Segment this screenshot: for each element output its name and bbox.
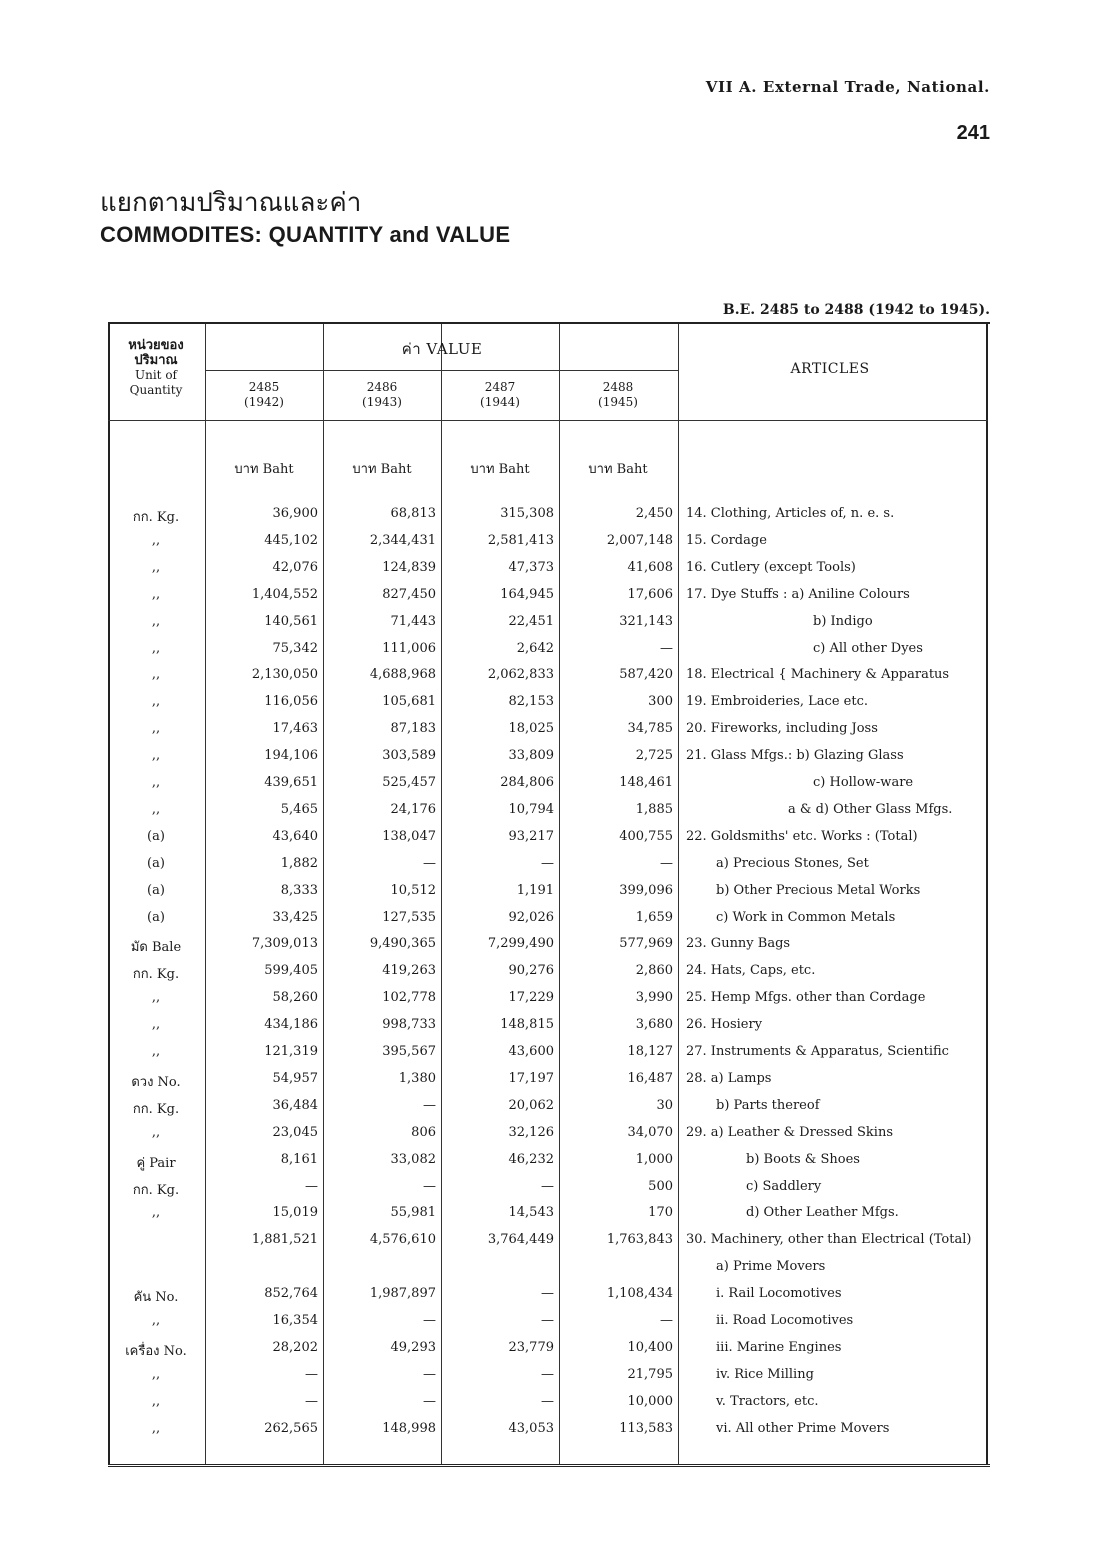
- value-cell: 24,176: [390, 801, 436, 817]
- value-cell: 284,806: [500, 775, 554, 790]
- article-cell: 28. a) Lamps: [686, 1070, 772, 1086]
- value-cell: 21,795: [627, 1366, 673, 1382]
- year-be: 2486: [366, 380, 398, 394]
- unit-cell: (a): [147, 828, 165, 844]
- value-cell: 10,000: [627, 1393, 673, 1409]
- value-cell: 599,405: [264, 963, 318, 979]
- value-cell: —: [305, 1178, 318, 1194]
- table-row: [108, 556, 990, 582]
- value-cell: 170: [648, 1205, 673, 1221]
- table-row: [108, 529, 990, 555]
- value-cell: —: [305, 1366, 318, 1382]
- value-cell: 2,007,148: [606, 532, 673, 548]
- table-row: [108, 583, 990, 609]
- article-cell: c) Work in Common Metals: [716, 909, 896, 925]
- value-cell: 1,000: [635, 1151, 673, 1167]
- value-cell: 105,681: [382, 694, 436, 710]
- value-cell: —: [541, 1366, 554, 1382]
- value-cell: 116,056: [264, 694, 318, 710]
- year-be: 2485: [248, 380, 280, 394]
- article-cell: c) Saddlery: [746, 1178, 822, 1194]
- value-cell: 102,778: [382, 990, 436, 1006]
- year-be: 2488: [602, 380, 634, 394]
- value-cell: 7,299,490: [487, 936, 554, 952]
- value-cell: —: [541, 1393, 554, 1409]
- value-cell: 10,512: [390, 882, 436, 898]
- table-row: [108, 1013, 990, 1039]
- value-cell: 71,443: [390, 613, 436, 629]
- year-header: [324, 380, 440, 410]
- table-row: [108, 1148, 990, 1174]
- value-cell: 22,451: [508, 613, 554, 629]
- value-cell: 7,309,013: [251, 936, 318, 952]
- value-cell: 113,583: [619, 1420, 673, 1436]
- table-row: [108, 879, 990, 905]
- value-cell: 87,183: [390, 721, 436, 737]
- article-cell: iii. Marine Engines: [716, 1339, 842, 1355]
- value-cell: 30: [656, 1097, 673, 1113]
- page-title-thai: แยกตามปริมาณและค่า: [100, 188, 362, 218]
- year-ce: (1945): [598, 395, 638, 409]
- currency-label: บาท Baht: [588, 462, 648, 477]
- article-cell: 30. Machinery, other than Electrical (Total): [686, 1232, 972, 1248]
- running-head: VII A. External Trade, National.: [705, 78, 990, 96]
- value-cell: 32,126: [508, 1124, 554, 1140]
- unit-cell: เครื่อง No.: [125, 1343, 187, 1359]
- table-row: [108, 1336, 990, 1362]
- table-row: [108, 690, 990, 716]
- value-cell: 1,885: [635, 801, 673, 817]
- value-cell: —: [660, 1313, 673, 1328]
- value-cell: 17,606: [627, 586, 673, 602]
- article-cell: a) Prime Movers: [716, 1259, 826, 1275]
- value-cell: 4,576,610: [369, 1232, 436, 1248]
- value-cell: 42,076: [272, 559, 318, 575]
- value-cell: 3,680: [635, 1017, 673, 1033]
- article-cell: c) All other Dyes: [813, 640, 923, 656]
- table-row: [108, 1363, 990, 1389]
- value-cell: 2,130,050: [251, 667, 318, 683]
- article-cell: i. Rail Locomotives: [716, 1286, 842, 1302]
- value-cell: 2,581,413: [487, 532, 554, 548]
- value-cell: 4,688,968: [369, 667, 436, 683]
- article-cell: d) Other Leather Mfgs.: [746, 1205, 899, 1221]
- article-cell: ii. Road Locomotives: [716, 1313, 854, 1328]
- unit-cell: ,,: [151, 559, 161, 575]
- value-cell: 75,342: [272, 640, 318, 656]
- article-cell: 20. Fireworks, including Joss: [686, 721, 878, 737]
- year-header: [442, 380, 558, 410]
- value-cell: 9,490,365: [369, 936, 436, 952]
- value-cell: 577,969: [619, 936, 673, 952]
- unit-cell: ,,: [151, 694, 161, 710]
- value-cell: 1,659: [635, 909, 673, 925]
- article-cell: 24. Hats, Caps, etc.: [686, 963, 816, 979]
- value-cell: 434,186: [264, 1017, 318, 1033]
- value-cell: 23,779: [508, 1339, 554, 1355]
- unit-cell: ,,: [151, 667, 161, 683]
- unit-cell: ,,: [151, 613, 161, 629]
- table-row: [108, 986, 990, 1012]
- value-cell: 111,006: [382, 640, 436, 656]
- unit-cell: ,,: [151, 532, 161, 548]
- unit-cell: ,,: [151, 1124, 161, 1140]
- table-row: [108, 1390, 990, 1416]
- value-cell: 1,882: [280, 855, 318, 871]
- value-cell: 194,106: [264, 748, 318, 764]
- table-row: [108, 1175, 990, 1201]
- year-be: 2487: [484, 380, 516, 394]
- value-cell: 3,990: [635, 990, 673, 1006]
- value-cell: 28,202: [272, 1339, 318, 1355]
- article-cell: v. Tractors, etc.: [716, 1393, 819, 1409]
- value-cell: 827,450: [382, 586, 436, 602]
- unit-cell: มัด Bale: [130, 940, 182, 956]
- value-cell: 3,764,449: [487, 1232, 554, 1248]
- article-cell: vi. All other Prime Movers: [716, 1420, 890, 1436]
- value-cell: 2,860: [635, 963, 673, 979]
- value-cell: 41,608: [627, 559, 673, 575]
- value-cell: 2,062,833: [487, 667, 554, 683]
- value-cell: 15,019: [272, 1205, 318, 1221]
- year-ce: (1942): [244, 395, 284, 409]
- value-cell: 1,404,552: [251, 586, 318, 602]
- value-cell: 140,561: [264, 613, 318, 629]
- unit-cell: กก. Kg.: [132, 510, 180, 525]
- article-cell: 17. Dye Stuffs : a) Aniline Colours: [686, 586, 910, 602]
- table-row: [108, 1255, 990, 1281]
- value-cell: —: [660, 855, 673, 871]
- unit-cell: ,,: [151, 801, 161, 817]
- value-cell: 18,127: [627, 1044, 673, 1059]
- table-row: [108, 744, 990, 770]
- unit-cell: ,,: [151, 775, 161, 790]
- value-cell: 34,070: [627, 1124, 673, 1140]
- unit-header: [108, 338, 204, 398]
- value-cell: 1,881,521: [251, 1232, 318, 1248]
- table-row: [108, 637, 990, 663]
- unit-cell: ,,: [151, 1393, 161, 1409]
- value-cell: 148,815: [500, 1017, 554, 1033]
- page-title: COMMODITES: QUANTITY and VALUE: [100, 222, 511, 247]
- unit-cell: คัน No.: [133, 1290, 179, 1306]
- article-cell: 25. Hemp Mfgs. other than Cordage: [686, 990, 926, 1006]
- value-cell: 55,981: [390, 1205, 436, 1221]
- unit-cell: ,,: [151, 721, 161, 737]
- value-header: ค่า VALUE: [401, 340, 483, 358]
- table-row: [108, 1201, 990, 1227]
- article-cell: 22. Goldsmiths' etc. Works : (Total): [686, 828, 918, 844]
- value-cell: 17,197: [508, 1070, 554, 1086]
- page-number: 241: [956, 122, 990, 144]
- unit-cell: (a): [147, 909, 165, 925]
- table-row: [108, 663, 990, 689]
- value-cell: 47,373: [508, 559, 554, 575]
- article-cell: 27. Instruments & Apparatus, Scientific: [686, 1044, 949, 1059]
- value-cell: 20,062: [508, 1097, 554, 1113]
- table-row: [108, 1067, 990, 1093]
- unit-cell: ,,: [151, 1205, 161, 1221]
- value-cell: 17,229: [508, 990, 554, 1006]
- value-cell: 806: [411, 1124, 436, 1140]
- unit-cell: (a): [147, 855, 165, 871]
- article-cell: b) Parts thereof: [716, 1097, 820, 1113]
- value-cell: 2,725: [635, 748, 673, 764]
- value-cell: 399,096: [619, 882, 673, 898]
- year-ce: (1944): [480, 395, 520, 409]
- value-cell: 2,450: [635, 506, 673, 521]
- article-cell: 23. Gunny Bags: [686, 936, 791, 952]
- unit-cell: ,,: [151, 1313, 161, 1328]
- value-cell: 148,998: [382, 1420, 436, 1436]
- article-cell: 16. Cutlery (except Tools): [686, 559, 856, 575]
- table-row: [108, 610, 990, 636]
- articles-header: ARTICLES: [790, 361, 870, 377]
- value-cell: 16,487: [627, 1070, 673, 1086]
- year-header: [560, 380, 676, 410]
- value-cell: 58,260: [272, 990, 318, 1006]
- value-cell: —: [541, 1286, 554, 1302]
- value-cell: 439,651: [264, 775, 318, 790]
- value-cell: 43,600: [508, 1044, 554, 1059]
- value-cell: 587,420: [619, 667, 673, 683]
- article-cell: a) Precious Stones, Set: [716, 855, 869, 871]
- unit-header-thai-1: หน่วยของ: [128, 338, 184, 353]
- value-cell: 138,047: [382, 828, 436, 844]
- period-label: B.E. 2485 to 2488 (1942 to 1945).: [722, 302, 990, 318]
- table-row: [108, 798, 990, 824]
- value-cell: 43,053: [508, 1420, 554, 1436]
- value-cell: 400,755: [619, 828, 673, 844]
- value-cell: 1,987,897: [369, 1286, 436, 1302]
- article-cell: c) Hollow-ware: [813, 775, 914, 790]
- article-cell: 18. Electrical { Machinery & Apparatus: [686, 667, 950, 683]
- value-cell: 49,293: [390, 1339, 436, 1355]
- value-cell: 10,400: [627, 1339, 673, 1355]
- value-cell: 2,642: [516, 640, 554, 656]
- unit-cell: กก. Kg.: [132, 1182, 180, 1198]
- value-cell: 33,809: [508, 748, 554, 764]
- value-cell: 500: [648, 1178, 673, 1194]
- value-cell: —: [423, 1178, 436, 1194]
- value-cell: 36,484: [272, 1097, 318, 1113]
- value-cell: 1,108,434: [606, 1286, 673, 1302]
- value-cell: 10,794: [508, 801, 554, 817]
- unit-cell: กก. Kg.: [132, 967, 180, 983]
- article-cell: a & d) Other Glass Mfgs.: [788, 801, 953, 817]
- table-row: [108, 825, 990, 851]
- currency-label: บาท Baht: [352, 462, 412, 477]
- value-cell: 2,344,431: [369, 532, 436, 548]
- value-cell: 14,543: [508, 1205, 554, 1221]
- currency-label: บาท Baht: [470, 462, 530, 477]
- value-cell: 1,763,843: [606, 1232, 673, 1248]
- value-cell: 18,025: [508, 721, 554, 737]
- value-cell: 321,143: [619, 613, 673, 629]
- unit-cell: ,,: [151, 1420, 161, 1436]
- value-cell: 127,535: [382, 909, 436, 925]
- value-cell: —: [423, 1313, 436, 1328]
- value-cell: —: [423, 1097, 436, 1113]
- value-cell: 54,957: [272, 1070, 318, 1086]
- unit-cell: ดวง No.: [131, 1074, 181, 1090]
- table-row: [108, 906, 990, 932]
- table-row: [108, 1040, 990, 1066]
- article-cell: 21. Glass Mfgs.: b) Glazing Glass: [686, 748, 904, 764]
- article-cell: 29. a) Leather & Dressed Skins: [686, 1124, 893, 1140]
- currency-label: บาท Baht: [234, 462, 294, 477]
- value-cell: 36,900: [272, 506, 318, 521]
- value-cell: —: [541, 855, 554, 871]
- value-cell: —: [541, 1178, 554, 1194]
- table-row: [108, 1282, 990, 1308]
- value-cell: 23,045: [272, 1124, 318, 1140]
- unit-cell: กก. Kg.: [132, 1101, 180, 1117]
- article-cell: b) Indigo: [813, 613, 873, 629]
- table-row: [108, 1417, 990, 1443]
- value-cell: —: [305, 1393, 318, 1409]
- unit-header-en-1: Unit of: [135, 368, 177, 382]
- value-cell: 124,839: [382, 559, 436, 575]
- value-cell: 852,764: [264, 1286, 318, 1302]
- value-cell: 303,589: [382, 748, 436, 764]
- article-cell: 15. Cordage: [686, 532, 767, 548]
- article-cell: b) Boots & Shoes: [746, 1151, 860, 1167]
- table-row: [108, 1228, 990, 1254]
- table-rule: [205, 370, 678, 371]
- value-cell: —: [660, 640, 673, 656]
- table-row: [108, 1309, 990, 1335]
- table-rule: [108, 420, 988, 421]
- unit-cell: (a): [147, 882, 165, 898]
- table-row: [108, 1121, 990, 1147]
- value-cell: 33,425: [272, 909, 318, 925]
- unit-cell: คู่ Pair: [136, 1155, 176, 1171]
- unit-cell: ,,: [151, 1044, 161, 1059]
- value-cell: 68,813: [390, 506, 436, 521]
- table-row: [108, 1094, 990, 1120]
- value-cell: 34,785: [627, 721, 673, 737]
- value-cell: 419,263: [382, 963, 436, 979]
- trade-table: [108, 322, 990, 1467]
- table-row: [108, 717, 990, 743]
- value-cell: 1,191: [516, 882, 554, 898]
- value-cell: 148,461: [619, 775, 673, 790]
- unit-cell: ,,: [151, 640, 161, 656]
- value-cell: 8,161: [280, 1151, 318, 1167]
- value-cell: 445,102: [264, 532, 318, 548]
- value-cell: 525,457: [382, 775, 436, 790]
- value-cell: 17,463: [272, 721, 318, 737]
- value-cell: 262,565: [264, 1420, 318, 1436]
- value-cell: 90,276: [508, 963, 554, 979]
- value-cell: —: [541, 1313, 554, 1328]
- table-row: [108, 502, 990, 528]
- table-row: [108, 932, 990, 958]
- value-cell: 82,153: [508, 694, 554, 710]
- unit-cell: ,,: [151, 1017, 161, 1033]
- article-cell: iv. Rice Milling: [716, 1366, 814, 1382]
- table-row: [108, 852, 990, 878]
- value-cell: —: [423, 1393, 436, 1409]
- article-cell: 14. Clothing, Articles of, n. e. s.: [686, 506, 895, 521]
- value-cell: 33,082: [390, 1151, 436, 1167]
- unit-cell: ,,: [151, 990, 161, 1006]
- value-cell: 43,640: [272, 828, 318, 844]
- table-row: [108, 959, 990, 985]
- value-cell: 16,354: [272, 1313, 318, 1328]
- unit-cell: ,,: [151, 586, 161, 602]
- year-header: [206, 380, 322, 410]
- value-cell: 5,465: [280, 801, 318, 817]
- unit-header-thai-2: ปริมาณ: [134, 353, 178, 368]
- value-cell: 8,333: [280, 882, 318, 898]
- value-cell: 998,733: [382, 1017, 436, 1033]
- value-cell: 395,567: [382, 1044, 436, 1059]
- table-row: [108, 771, 990, 797]
- value-cell: 46,232: [508, 1151, 554, 1167]
- unit-header-en-2: Quantity: [129, 383, 183, 397]
- value-cell: 93,217: [508, 828, 554, 844]
- unit-cell: ,,: [151, 748, 161, 764]
- article-cell: 19. Embroideries, Lace etc.: [686, 694, 868, 710]
- article-cell: b) Other Precious Metal Works: [716, 882, 921, 898]
- value-cell: 92,026: [508, 909, 554, 925]
- value-cell: —: [423, 855, 436, 871]
- value-cell: —: [423, 1366, 436, 1382]
- article-cell: 26. Hosiery: [686, 1017, 763, 1033]
- value-cell: 164,945: [500, 586, 554, 602]
- unit-cell: ,,: [151, 1366, 161, 1382]
- value-cell: 315,308: [500, 506, 554, 521]
- value-cell: 300: [648, 694, 673, 710]
- value-cell: 121,319: [264, 1044, 318, 1059]
- year-ce: (1943): [362, 395, 402, 409]
- value-cell: 1,380: [398, 1070, 436, 1086]
